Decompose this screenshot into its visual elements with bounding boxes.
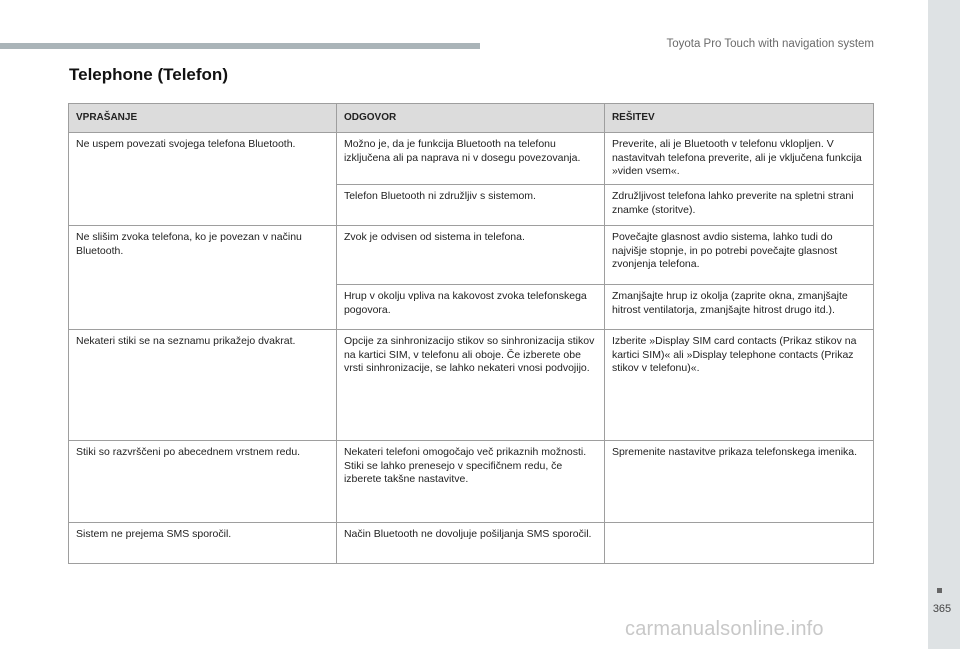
solution-cell: Preverite, ali je Bluetooth v telefonu vklopljen. V nastavitvah telefona preverite, ali je vključena funkcija »viden vsem«. bbox=[604, 133, 873, 185]
solution-cell bbox=[604, 522, 873, 563]
table-header-row bbox=[69, 104, 874, 133]
column-header-question: VPRAŠANJE bbox=[69, 104, 337, 133]
table-row bbox=[69, 329, 874, 440]
answer-cell: Telefon Bluetooth ni združljiv s sistemom. bbox=[336, 184, 604, 225]
troubleshooting-table bbox=[68, 103, 874, 564]
question-cell: Stiki so razvrščeni po abecednem vrstnem redu. bbox=[69, 440, 337, 522]
column-header-solution: REŠITEV bbox=[604, 104, 873, 133]
page-marker bbox=[937, 588, 942, 593]
watermark: carmanualsonline.info bbox=[625, 618, 824, 640]
answer-cell: Opcije za sinhronizacijo stikov so sinhronizacija stikov na kartici SIM, v telefonu ali oboje. Če izberete obe vrsti sinhronizacije, se lahko nekateri vnosi podvojijo. bbox=[336, 329, 604, 440]
solution-cell: Povečajte glasnost avdio sistema, lahko tudi do najvišje stopnje, in po potrebi povečajte glasnost zvonjenja telefona. bbox=[604, 225, 873, 284]
manual-title: Toyota Pro Touch with navigation system bbox=[666, 38, 874, 50]
question-cell: Ne uspem povezati svojega telefona Bluetooth. bbox=[69, 133, 337, 226]
page-number: 365 bbox=[932, 603, 952, 615]
page-edge-strip bbox=[928, 0, 960, 649]
table-row bbox=[69, 440, 874, 522]
solution-cell: Zmanjšajte hrup iz okolja (zaprite okna, zmanjšajte hitrost ventilatorja, zmanjšajte hitrost drugo itd.). bbox=[604, 284, 873, 329]
answer-cell: Zvok je odvisen od sistema in telefona. bbox=[336, 225, 604, 284]
section-title: Telephone (Telefon) bbox=[69, 65, 228, 84]
question-cell: Ne slišim zvoka telefona, ko je povezan v načinu Bluetooth. bbox=[69, 225, 337, 329]
question-cell: Sistem ne prejema SMS sporočil. bbox=[69, 522, 337, 563]
table-row bbox=[69, 225, 874, 284]
column-header-answer: ODGOVOR bbox=[336, 104, 604, 133]
answer-cell: Način Bluetooth ne dovoljuje pošiljanja SMS sporočil. bbox=[336, 522, 604, 563]
header-rule bbox=[0, 43, 480, 49]
answer-cell: Možno je, da je funkcija Bluetooth na telefonu izključena ali pa naprava ni v dosegu povezovanja. bbox=[336, 133, 604, 185]
solution-cell: Izberite »Display SIM card contacts (Prikaz stikov na kartici SIM)« ali »Display telephone contacts (Prikaz stikov v telefonu)«. bbox=[604, 329, 873, 440]
solution-cell: Spremenite nastavitve prikaza telefonskega imenika. bbox=[604, 440, 873, 522]
answer-cell: Hrup v okolju vpliva na kakovost zvoka telefonskega pogovora. bbox=[336, 284, 604, 329]
solution-cell: Združljivost telefona lahko preverite na spletni strani znamke (storitve). bbox=[604, 184, 873, 225]
table-row bbox=[69, 133, 874, 185]
answer-cell: Nekateri telefoni omogočajo več prikaznih možnosti. Stiki se lahko prenesejo v specifičnem redu, če izberete takšne nastavitve. bbox=[336, 440, 604, 522]
question-cell: Nekateri stiki se na seznamu prikažejo dvakrat. bbox=[69, 329, 337, 440]
table-row bbox=[69, 522, 874, 563]
